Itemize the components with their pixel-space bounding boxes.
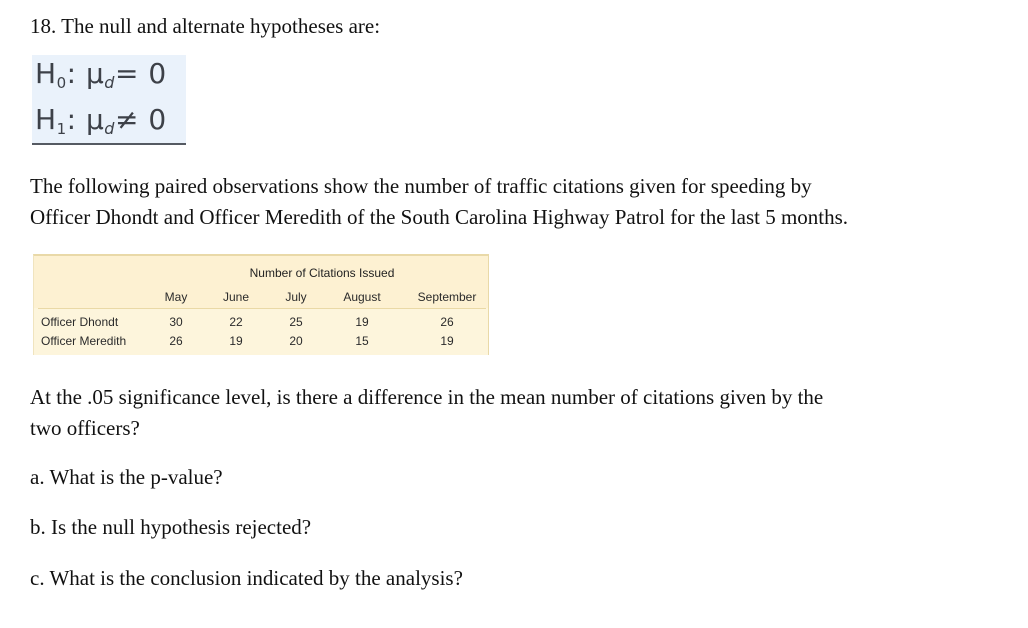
hypotheses-image	[32, 55, 186, 145]
null-relation: =	[114, 57, 139, 90]
alt-colon: :	[66, 103, 77, 136]
alt-value: 0	[148, 103, 167, 136]
part-a: a. What is the p-value?	[30, 465, 223, 489]
alternate-hypothesis	[35, 105, 167, 144]
prompt-line-1: At the .05 significance level, is there a difference in the mean number of citations given by the	[30, 385, 824, 409]
null-value: 0	[148, 57, 167, 90]
table-cell: 25	[289, 315, 303, 329]
column-header-september: September	[417, 290, 477, 304]
prompt-line-2: two officers?	[30, 416, 140, 440]
column-header-may: May	[164, 290, 188, 304]
table-cell: 26	[440, 315, 454, 329]
table-header-divider	[38, 308, 486, 309]
column-header-june: June	[222, 290, 250, 304]
intro-line-1: The following paired observations show the number of traffic citations given for speeding by	[30, 174, 812, 198]
null-mu: μ	[85, 57, 105, 90]
table-cell: 19	[229, 334, 243, 348]
null-h-subscript: 0	[56, 74, 67, 92]
alt-h-subscript: 1	[56, 120, 67, 138]
alt-h-symbol: H	[35, 103, 57, 136]
alt-relation: ≠	[114, 103, 139, 136]
column-header-august: August	[343, 290, 381, 304]
column-header-july: July	[285, 290, 307, 304]
row-label-dhondt: Officer Dhondt	[41, 315, 119, 329]
table-cell: 26	[169, 334, 183, 348]
table-cell: 19	[355, 315, 369, 329]
null-hypothesis	[35, 59, 167, 98]
part-b: b. Is the null hypothesis rejected?	[30, 515, 312, 539]
table-cell: 20	[289, 334, 303, 348]
table-cell: 22	[229, 315, 243, 329]
table-cell: 15	[355, 334, 369, 348]
table-cell: 30	[169, 315, 183, 329]
part-c: c. What is the conclusion indicated by the analysis?	[30, 566, 463, 590]
null-colon: :	[66, 57, 77, 90]
null-h-symbol: H	[35, 57, 57, 90]
alt-mu-subscript: d	[104, 119, 115, 138]
intro-line-2: Officer Dhondt and Officer Meredith of the South Carolina Highway Patrol for the last 5 months.	[30, 205, 849, 229]
null-mu-subscript: d	[104, 73, 115, 92]
table-caption: Number of Citations Issued	[249, 266, 395, 280]
question-header: 18. The null and alternate hypotheses are:	[30, 14, 381, 38]
citations-table	[33, 254, 489, 355]
alt-mu: μ	[85, 103, 105, 136]
row-label-meredith: Officer Meredith	[41, 334, 127, 348]
table-cell: 19	[440, 334, 454, 348]
